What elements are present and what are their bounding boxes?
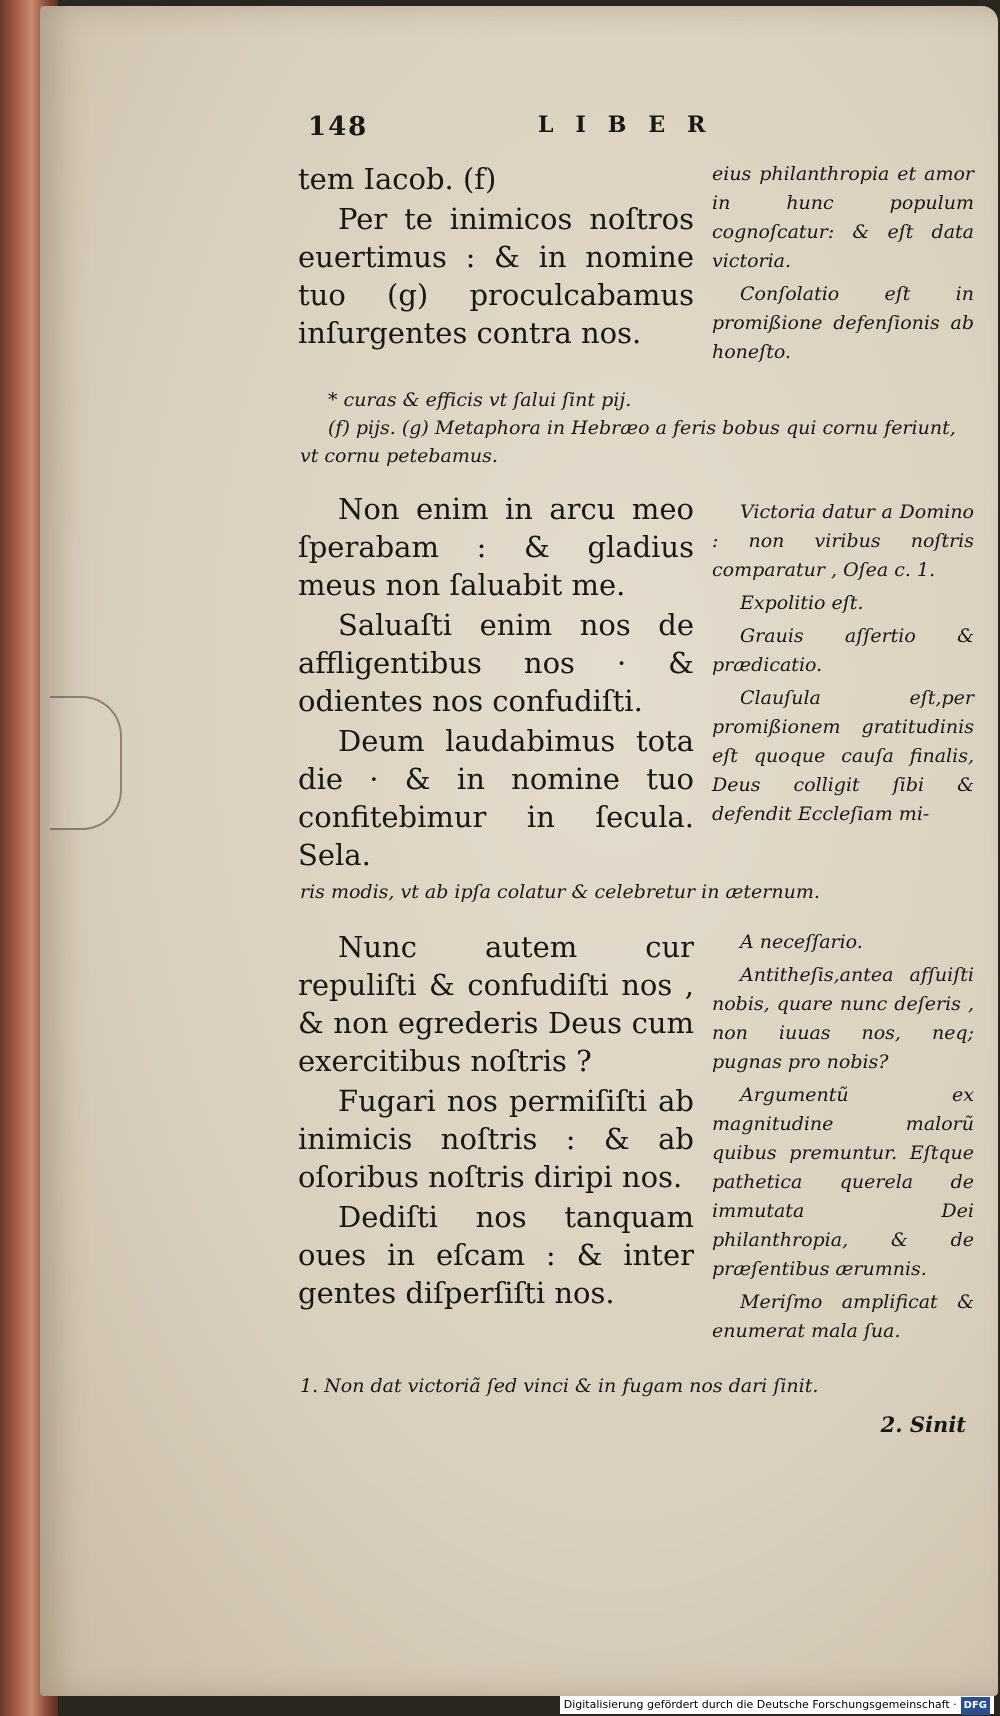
side-gloss: Antitheſis,antea afſuiſti nobis, quare nunc deſeris , non iuuas nos, neq; pugnas pro nobis?: [712, 964, 974, 1073]
side-gloss: Conſolatio eſt in promißione defenſionis ab honeſto.: [712, 283, 974, 363]
main-line: tem Iacob. (f): [298, 162, 497, 196]
main-text-block-3: [298, 928, 694, 1314]
main-paragraph: Nunc autem cur repuliſti & confudiſti nos , & non egrederis Deus cum exercitibus noſtris ?: [298, 930, 694, 1078]
main-paragraph: Dediſti nos tanquam oues in eſcam : & inter gentes diſperſiſti nos.: [298, 1200, 694, 1310]
side-gloss: A neceſſario.: [740, 931, 863, 953]
main-text-block-2: [298, 490, 694, 876]
side-gloss: Victoria datur a Domino : non viribus noſtris comparatur , Oſea c. 1.: [712, 501, 974, 581]
side-gloss-block-3: [712, 928, 974, 1350]
side-gloss: Clauſula eſt,per promißionem gratitudinis eſt quoque cauſa finalis, Deus colligit ſibi & defendit Eccleſiam mi-: [712, 687, 974, 825]
footnote: * curas & efficis vt ſalui ſint pij.: [328, 389, 632, 411]
footnote-block-1: [300, 386, 976, 470]
side-gloss: Expolitio eſt.: [740, 592, 864, 614]
dfg-logo: DFG: [961, 1697, 990, 1715]
page-number: 148: [308, 112, 369, 142]
digitization-credit: [560, 1696, 994, 1714]
footnote: (f) pijs. (g) Metaphora in Hebræo a feris bobus qui cornu feriunt, vt cornu petebamus.: [300, 417, 956, 467]
main-paragraph: Saluaſti enim nos de affligentibus nos · & odientes nos confudiſti.: [298, 608, 694, 718]
side-gloss: Argumentũ ex magnitudine malorũ quibus premuntur. Eſtque pathetica querela de immutata Dei philanthropia, & de præſentibus ærumnis.: [712, 1084, 974, 1280]
side-gloss-block-1: [712, 160, 974, 371]
main-paragraph: Fugari nos permiſiſti ab inimicis noſtris : & ab oſoribus noſtris diripi nos.: [298, 1084, 694, 1194]
side-gloss: Grauis aſſertio & prædicatio.: [712, 625, 974, 676]
main-paragraph: Non enim in arcu meo ſperabam : & gladius meus non ſaluabit me.: [298, 492, 694, 602]
page-clip: [50, 696, 122, 830]
side-gloss: Meriſmo amplificat & enumerat mala ſua.: [712, 1291, 974, 1342]
footnote-block-3: [300, 1372, 976, 1400]
gloss-carry-line: ris modis, vt ab ipſa colatur & celebretur in æternum.: [300, 881, 820, 903]
gloss-continuation: [300, 878, 976, 906]
side-gloss-block-2: [712, 498, 974, 833]
side-gloss: eius philanthropia et amor in hunc populum cognoſcatur: & eſt data victoria.: [712, 163, 974, 272]
main-paragraph: Deum laudabimus tota die · & in nomine tuo confitebimur in ſecula. Sela.: [298, 724, 694, 872]
credit-text: Digitalisierung gefördert durch die Deutsche Forschungsgemeinschaft ·: [563, 1698, 957, 1711]
footnote: 1. Non dat victoriã ſed vinci & in fugam nos dari ſinit.: [300, 1375, 819, 1397]
catchword: 2. Sinit: [880, 1412, 966, 1437]
main-text-block-1: [298, 160, 694, 354]
main-paragraph: Per te inimicos noſtros euertimus : & in nomine tuo (g) proculcabamus inſurgentes contra nos.: [298, 202, 694, 350]
running-title: LIBER: [538, 112, 728, 138]
